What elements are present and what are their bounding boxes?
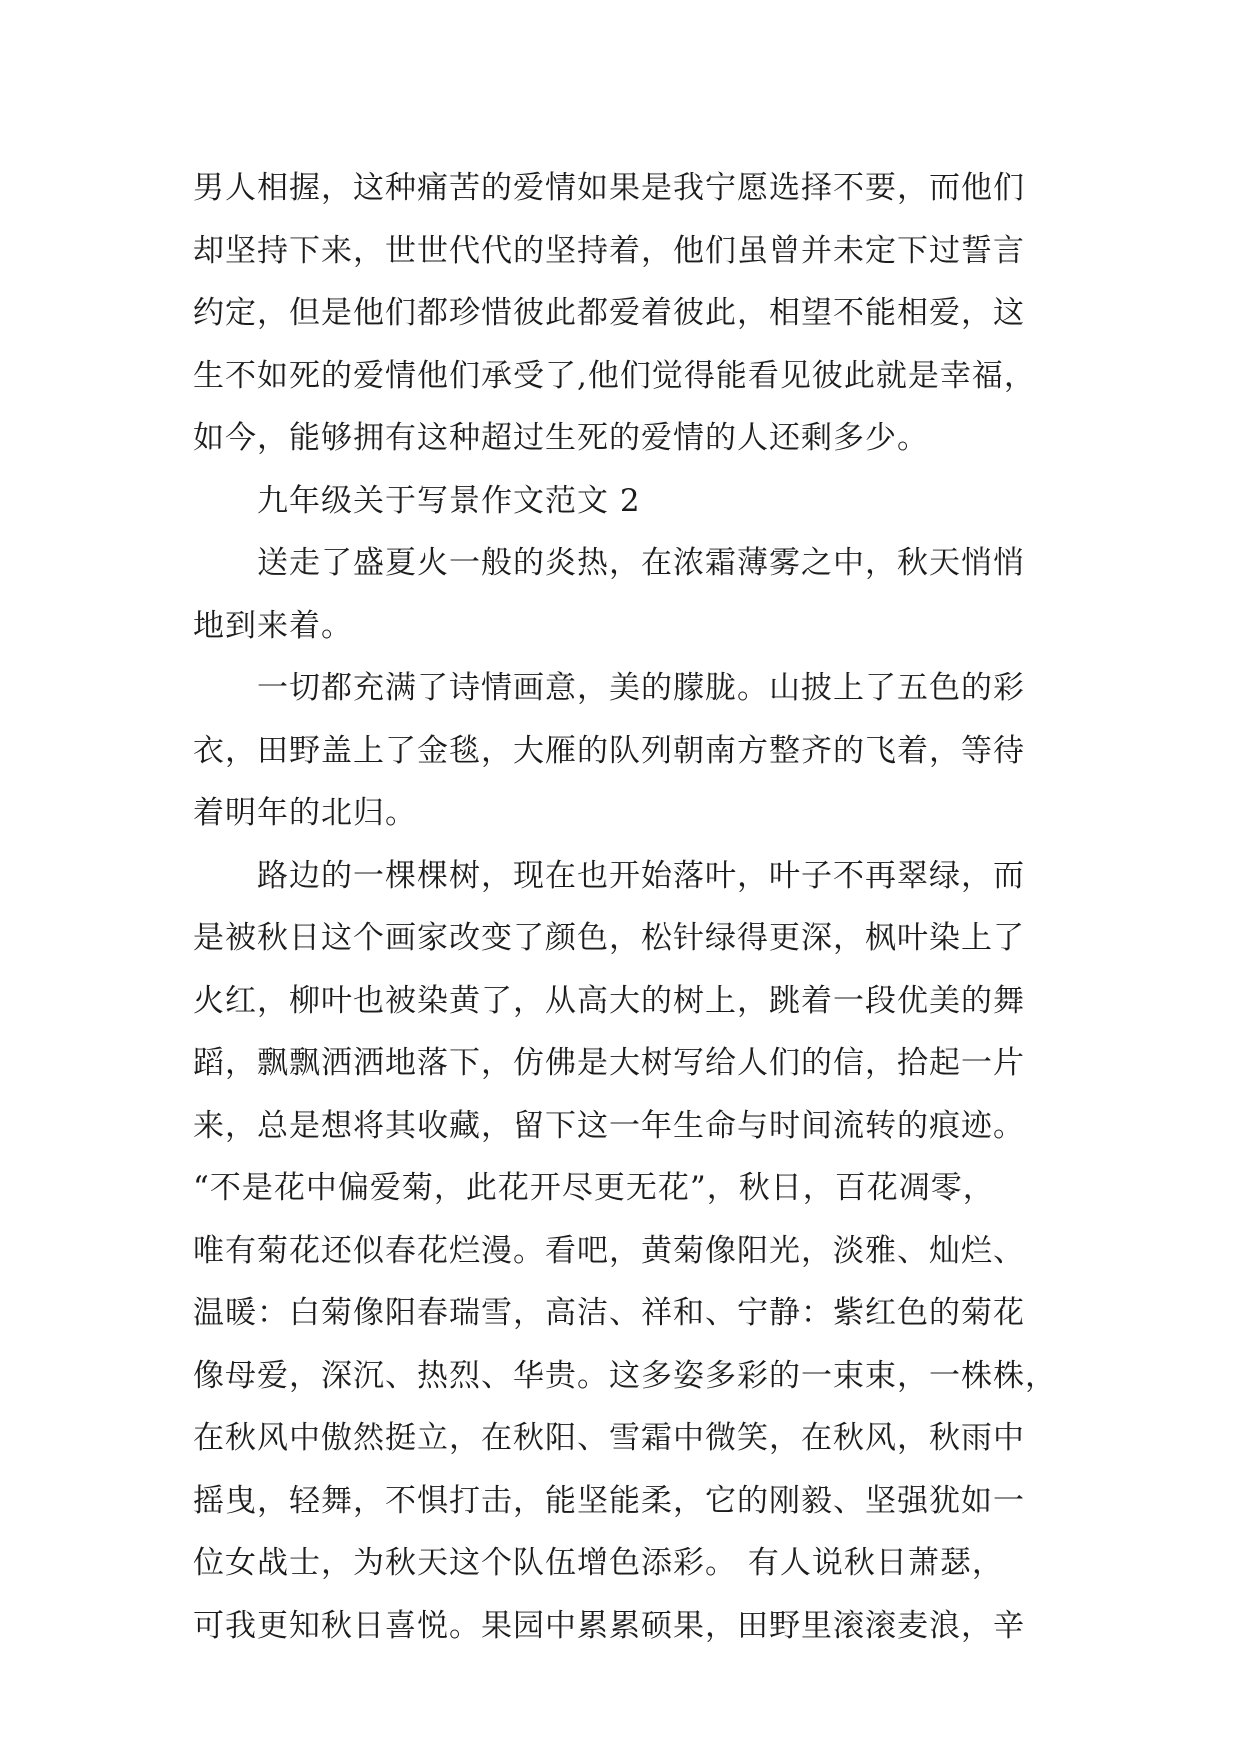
text-line: 却坚持下来，世世代代的坚持着，他们虽曾并未定下过誓言 — [193, 232, 1025, 269]
text-line: 男人相握，这种痛苦的爱情如果是我宁愿选择不要，而他们 — [193, 170, 1025, 206]
text-line: 一切都充满了诗情画意，美的朦胧。山披上了五色的彩 — [257, 670, 1025, 706]
text-line: 摇曳，轻舞，不惧打击，能坚能柔，它的刚毅、坚强犹如一 — [193, 1482, 1025, 1519]
text-line: 蹈，飘飘洒洒地落下，仿佛是大树写给人们的信，拾起一片 — [193, 1045, 1025, 1081]
text-line: 着明年的北归。 — [193, 795, 417, 831]
text-line: 温暖：白菊像阳春瑞雪，高洁、祥和、宁静：紫红色的菊花 — [193, 1295, 1025, 1331]
text-line: 送走了盛夏火一般的炎热，在浓霜薄雾之中，秋天悄悄 — [257, 545, 1025, 581]
text-line: 地到来着。 — [193, 607, 353, 644]
text-line: “不是花中偏爱菊，此花开尽更无花”，秋日，百花凋零， — [193, 1170, 995, 1206]
text-line: 九年级关于写景作文范文 2 — [257, 482, 641, 519]
text-line: 约定，但是他们都珍惜彼此都爱着彼此，相望不能相爱，这 — [193, 295, 1025, 331]
document-body — [193, 157, 1073, 1657]
text-line: 路边的一棵棵树，现在也开始落叶，叶子不再翠绿，而 — [257, 857, 1025, 894]
text-line: 如今，能够拥有这种超过生死的爱情的人还剩多少。 — [193, 420, 929, 456]
text-line: 像母爱，深沉、热烈、华贵。这多姿多彩的一束束，一株株， — [193, 1357, 1057, 1394]
text-line: 唯有菊花还似春花烂漫。看吧，黄菊像阳光，淡雅、灿烂、 — [193, 1232, 1025, 1269]
text-line: 位女战士，为秋天这个队伍增色添彩。 有人说秋日萧瑟， — [193, 1545, 1004, 1581]
text-line: 是被秋日这个画家改变了颜色，松针绿得更深，枫叶染上了 — [193, 920, 1025, 956]
text-line: 来，总是想将其收藏，留下这一年生命与时间流转的痕迹。 — [193, 1107, 1025, 1144]
text-line: 可我更知秋日喜悦。果园中累累硕果，田野里滚滚麦浪，辛 — [193, 1607, 1025, 1644]
text-line: 生不如死的爱情他们承受了,他们觉得能看见彼此就是幸福， — [193, 357, 1036, 394]
text-line: 衣，田野盖上了金毯，大雁的队列朝南方整齐的飞着，等待 — [193, 732, 1025, 769]
text-line: 火红，柳叶也被染黄了，从高大的树上，跳着一段优美的舞 — [193, 982, 1025, 1019]
text-line: 在秋风中傲然挺立，在秋阳、雪霜中微笑，在秋风，秋雨中 — [193, 1420, 1025, 1456]
